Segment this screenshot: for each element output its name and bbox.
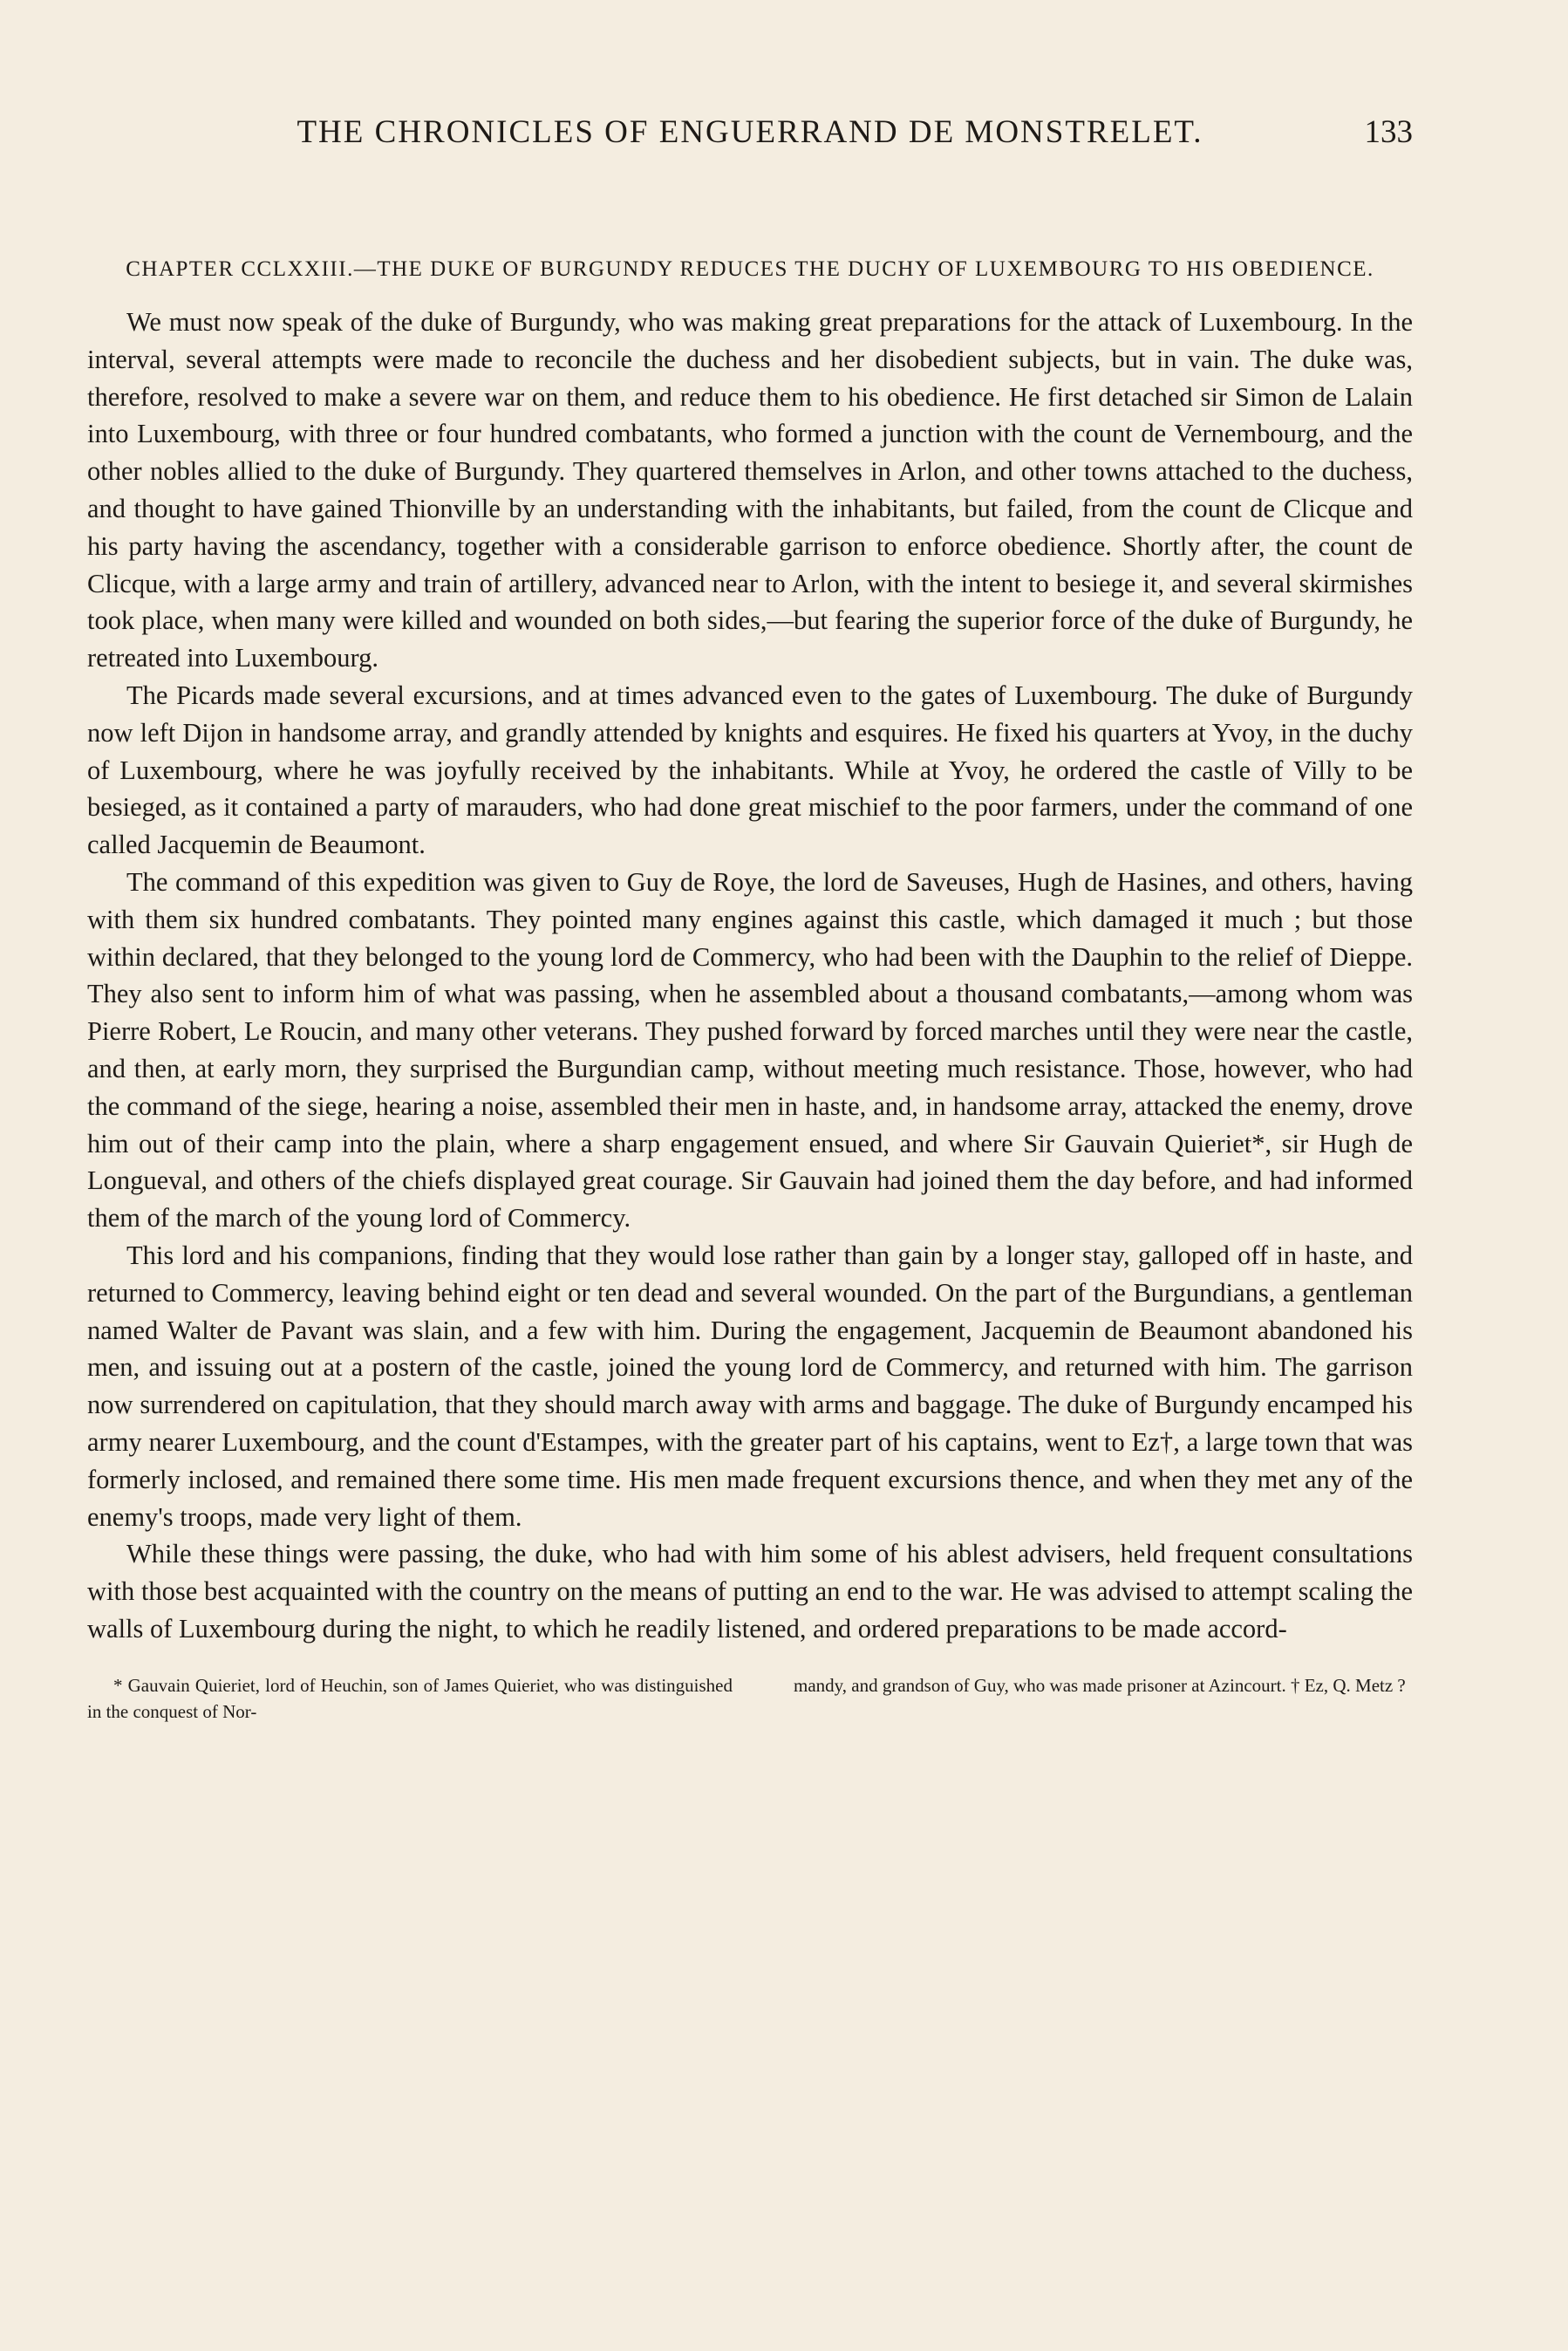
paragraph: This lord and his companions, finding that they would lose rather than gain by a longer stay, galloped off in haste, and returned to Commercy, leaving behind eight or ten dead and several wounded. On the part of the Burgundians, a gentleman named Walter de Pavant was slain, and a few with him. During the engagement, Jacquemin de Beaumont abandoned his men, and issuing out at a postern of the castle, joined the young lord de Commercy, and returned with him. The garrison now surrendered on capitulation, that they should march away with arms and baggage. The duke of Burgundy encamped his army nearer Luxembourg, and the count d'Estampes, with the greater part of his captains, went to Ez†, a large town that was formerly inclosed, and remained there some time. His men made frequent excursions thence, and when they met any of the enemy's troops, made very light of them. bbox=[87, 1240, 1413, 1532]
footnote-right: mandy, and grandson of Guy, who was made prisoner at Azincourt. † Ez, Q. Metz ? bbox=[794, 1674, 1406, 1696]
page-number: 133 bbox=[1364, 114, 1413, 150]
footnote-left: * Gauvain Quieriet, lord of Heuchin, son of James Quieriet, who was distinguished in the conquest of Nor- bbox=[87, 1674, 733, 1722]
chapter-heading: CHAPTER CCLXXIII.—THE DUKE OF BURGUNDY REDUCES THE DUCHY OF LUXEMBOURG TO HIS OBEDIENCE. bbox=[126, 257, 1374, 281]
body-text bbox=[87, 304, 1413, 1648]
paragraph: While these things were passing, the duke, who had with him some of his ablest advisers, held frequent consultations with those best acquainted with the country on the means of putting an end to the war. He was advised to attempt scaling the walls of Luxembourg during the night, to which he readily listened, and ordered preparations to be made accord- bbox=[87, 1539, 1413, 1644]
running-head-title: THE CHRONICLES OF ENGUERRAND DE MONSTRELET. bbox=[297, 114, 1203, 150]
running-head bbox=[87, 113, 1413, 166]
book-page bbox=[87, 113, 1413, 1725]
paragraph: We must now speak of the duke of Burgundy, who was making great preparations for the attack of Luxembourg. In the interval, several attempts were made to reconcile the duchess and her disobedient subjects, but in vain. The duke was, therefore, resolved to make a severe war on them, and reduce them to his obedience. He first detached sir Simon de Lalain into Luxembourg, with three or four hundred combatants, who formed a junction with the count de Vernembourg, and the other nobles allied to the duke of Burgundy. They quartered themselves in Arlon, and other towns attached to the duchess, and thought to have gained Thionville by an understanding with the inhabitants, but failed, from the count de Clicque and his party having the ascendancy, together with a considerable garrison to enforce obedience. Shortly after, the count de Clicque, with a large army and train of artillery, advanced near to Arlon, with the intent to besiege it, and several skirmishes took place, when many were killed and wounded on both sides,—but fearing the superior force of the duke of Burgundy, he retreated into Luxembourg. bbox=[87, 307, 1413, 673]
paragraph: The command of this expedition was given to Guy de Roye, the lord de Saveuses, Hugh de Hasines, and others, having with them six hundred combatants. They pointed many engines against this castle, which damaged it much ; but those within declared, that they belonged to the young lord de Commercy, who had been with the Dauphin to the relief of Dieppe. They also sent to inform him of what was passing, when he assembled about a thousand combatants,—among whom was Pierre Robert, Le Roucin, and many other veterans. They pushed forward by forced marches until they were near the castle, and then, at early morn, they surprised the Burgundian camp, without meeting much resistance. Those, however, who had the command of the siege, hearing a noise, assembled their men in haste, and, in handsome array, attacked the enemy, drove him out of their camp into the plain, where a sharp engagement ensued, and where Sir Gauvain Quieriet*, sir Hugh de Longueval, and others of the chiefs displayed great courage. Sir Gauvain had joined them the day before, and had informed them of the march of the young lord of Commercy. bbox=[87, 866, 1413, 1234]
footnotes bbox=[87, 1672, 1413, 1725]
paragraph: The Picards made several excursions, and at times advanced even to the gates of Luxembourg. The duke of Burgundy now left Dijon in handsome array, and grandly attended by knights and esquires. He fixed his quarters at Yvoy, in the duchy of Luxembourg, where he was joyfully received by the inhabitants. While at Yvoy, he ordered the castle of Villy to be besieged, as it contained a party of marauders, who had done great mischief to the poor farmers, under the command of one called Jacquemin de Beaumont. bbox=[87, 680, 1413, 860]
